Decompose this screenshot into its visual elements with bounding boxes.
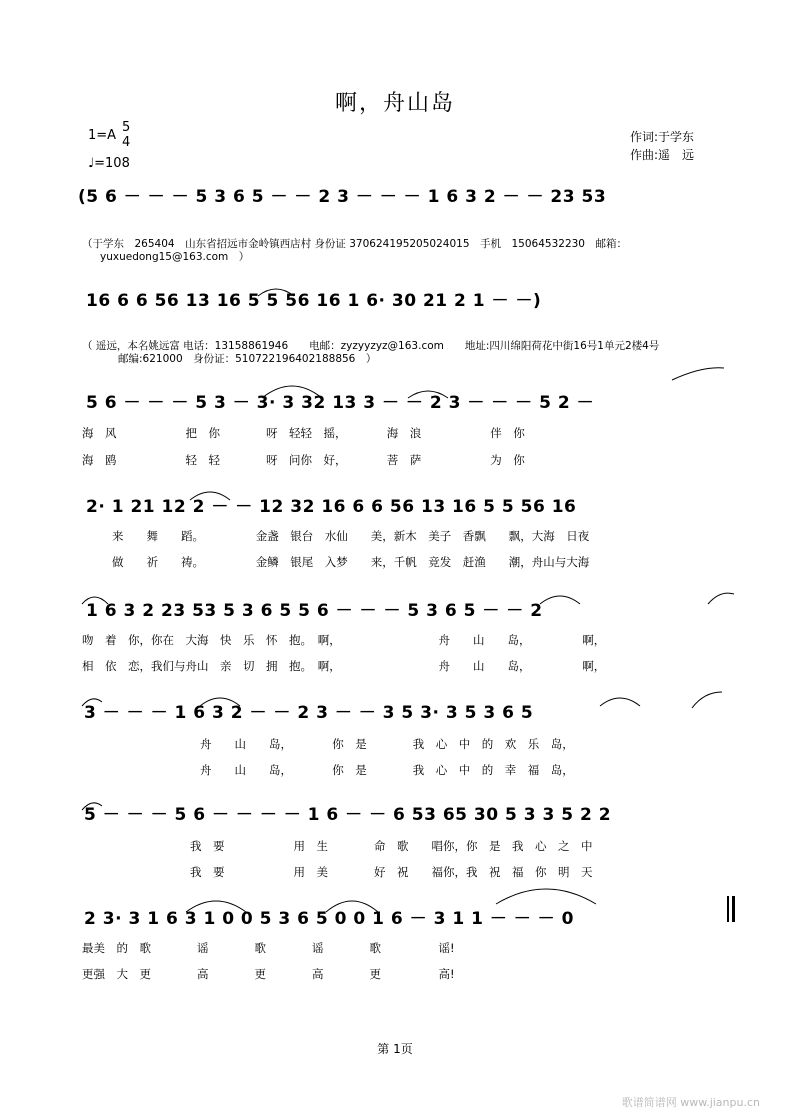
slur-line-3-c [672,368,724,380]
slur-line-5-c [708,593,734,604]
page-number: 第 1页 [377,1042,413,1056]
slur-line-3-b [262,386,322,398]
lyric-line-7-verse-2: 我 要 用 美 好 祝 福你，我 祝 福 你 明 天 [190,865,593,879]
notation-line-5: 1 6 3 2 23 53 5 3 6 5 5 6 － － － 5 3 6 5 － － 2 [86,601,543,621]
lyricist-email: yuxuedong15@163.com ） [100,251,250,263]
key-signature: 1=A [88,128,117,143]
notation-line-7: 5 － － － 5 6 － － － － 1 6 － － 6 53 65 30 5 3 3 5 2 2 [84,805,612,825]
slur-line-6-c [600,698,640,706]
notation-line-1: (5 6 － － － 5 3 6 5 － － 2 3 － － － 1 6 3 2 － － 23 53 [78,187,607,207]
notation-line-3: 5 6 － － － 5 3 － 3· 3 32 13 3 － － 2 3 － － － 5 2 － [86,393,595,413]
notation-line-8: 2 3· 3 1 6 3 1 0 0 5 3 6 5 0 0 1 6 － 3 1 1 － － － 0 [84,909,574,929]
lyric-line-3-verse-2: 海 鸥 轻 轻 呀 问你 好， 菩 萨 为 你 [82,453,525,467]
time-numerator: 5 [122,120,131,135]
lyric-line-8-verse-1: 最美 的 歌 谣 歌 谣 歌 谣! [82,941,455,955]
lyric-line-3-verse-1: 海 风 把 你 呀 轻轻 摇， 海 浪 伴 你 [82,426,525,440]
slur-line-7-a [82,803,102,810]
notation-line-4: 2· 1 21 12 2 － － 12 32 16 6 6 56 13 16 5 5 56 16 [86,497,577,517]
lyricist-contact-info: （于学东 265404 山东省招远市金岭镇西店村 身份证 370624195205024015 手机 15064532230 邮箱： [82,238,627,250]
lyric-line-6-verse-1: 舟 山 岛， 你 是 我 心 中 的 欢 乐 岛， [200,737,574,751]
lyric-line-4-verse-1: 来 舞 蹈。 金盏 银台 水仙 美，新木 美子 香飘 飘，大海 日夜 [112,529,590,543]
lyric-line-6-verse-2: 舟 山 岛， 你 是 我 心 中 的 幸 福 岛， [200,763,574,777]
slur-line-8-a [186,901,246,912]
slur-line-6-b [200,698,240,706]
slur-line-2-a [258,289,294,296]
notation-line-6: 3 － － － 1 6 3 2 － － 2 3 － － 3 5 3· 3 5 3 6 5 [84,703,534,723]
notation-line-2: 16 6 6 56 13 16 5 5 56 16 1 6· 30 21 2 1 － －) [86,291,542,311]
slur-line-4-a [190,492,230,500]
lyric-line-5-verse-2: 相 依 恋，我们与舟山 亲 切 拥 抱。 啊， 舟 山 岛， 啊， [82,659,606,673]
slur-line-3-a [408,391,448,398]
lyric-line-4-verse-2: 做 祈 祷。 金鳞 银尾 入梦 来，千帆 竞发 赶渔 潮，舟山与大海 [112,555,590,569]
slur-line-6-a [82,699,102,706]
slur-line-8-b [326,901,378,912]
tempo-marking: ♩=108 [88,156,130,171]
slur-line-5-b [540,596,580,604]
lyric-line-8-verse-2: 更强 大 更 高 更 高 更 高! [82,967,455,981]
composer-contact-info: （ 遥远，本名姚远富 电话：13158861946 电邮：zyzyyzyz@163.com 地址:四川绵阳荷花中街16号1单元2楼4号 [82,340,660,352]
site-watermark: 歌谱简谱网 www.jianpu.cn [621,1096,760,1109]
final-barline-thin [727,896,729,922]
slur-line-8-c [496,889,596,904]
time-denominator: 4 [122,135,131,150]
composer-credit: 作曲:遥 远 [630,148,695,162]
lyric-line-5-verse-1: 吻 着 你，你在 大海 快 乐 怀 抱。 啊， 舟 山 岛， 啊， [82,633,606,647]
final-barline-thick [732,896,735,922]
slur-line-6-d [692,692,722,708]
slur-line-5-a [82,597,108,604]
page-title: 啊，舟山岛 [334,91,455,116]
lyricist-credit: 作词:于学东 [630,130,695,144]
composer-id-info: 邮编:621000 身份证：510722196402188856 ） [118,353,377,365]
lyric-line-7-verse-1: 我 要 用 生 命 歌 唱你，你 是 我 心 之 中 [190,839,593,853]
